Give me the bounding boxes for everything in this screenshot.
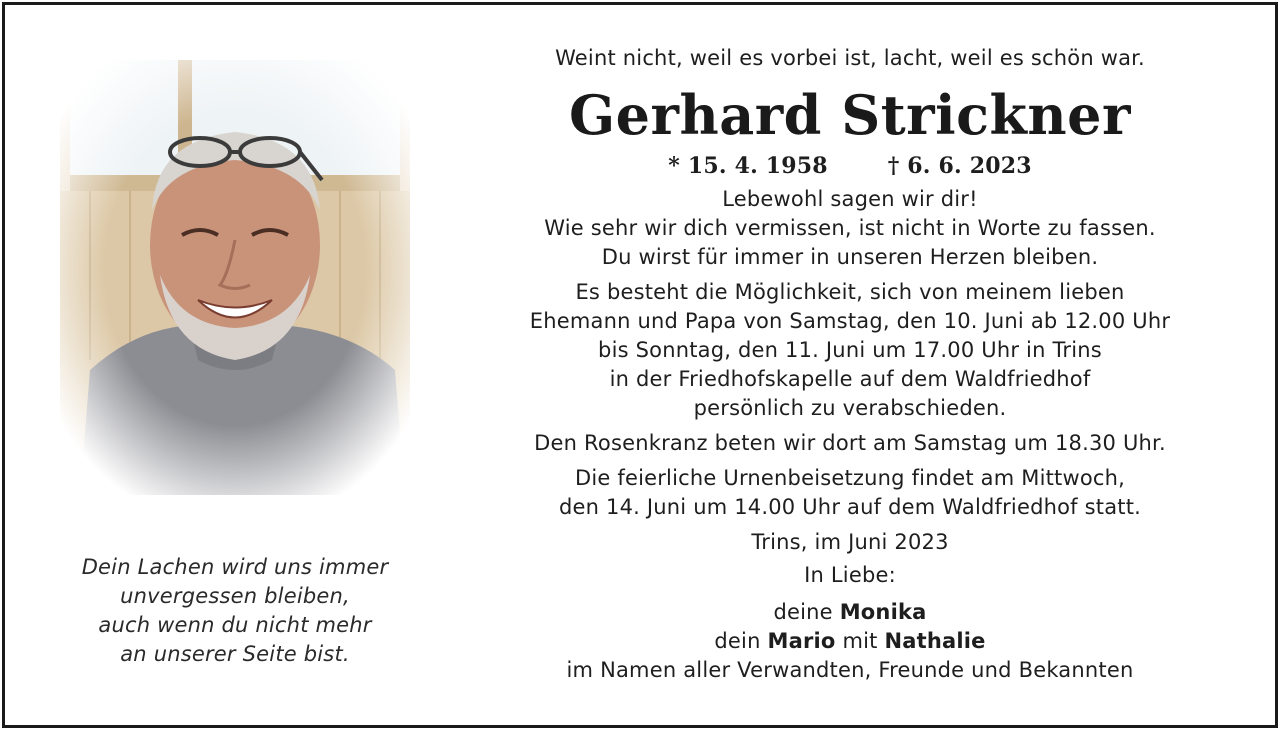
portrait-illustration [60, 60, 410, 495]
viewing-line: persönlich zu verabschieden. [693, 396, 1007, 420]
mourner-prefix: deine [773, 600, 833, 624]
farewell-line: Du wirst für immer in unseren Herzen bleiben. [601, 245, 1099, 269]
life-dates [445, 151, 1255, 181]
motto: Weint nicht, weil es vorbei ist, lacht, weil es schön war. [555, 46, 1145, 70]
birth-date: * 15. 4. 1958 [668, 153, 828, 179]
place-date: Trins, im Juni 2023 [751, 530, 949, 554]
mourner-joiner: mit [842, 629, 878, 653]
quote-line: unvergessen bleiben, [120, 584, 350, 608]
mourner-name: Monika [839, 600, 927, 624]
farewell-line: Lebewohl sagen wir dir! [722, 187, 978, 211]
farewell-line: Wie sehr wir dich vermissen, ist nicht in Worte zu fassen. [544, 216, 1156, 240]
burial-line: den 14. Juni um 14.00 Uhr auf dem Waldfriedhof statt. [558, 495, 1142, 519]
quote-line: Dein Lachen wird uns immer [81, 555, 389, 579]
deceased-name: Gerhard Strickner [569, 83, 1131, 147]
notice-text [445, 43, 1255, 685]
death-date: † 6. 6. 2023 [887, 153, 1032, 179]
mourner-line: im Namen aller Verwandten, Freunde und Bekannten [566, 658, 1134, 682]
mourners-block [445, 598, 1255, 685]
burial-line: Die feierliche Urnenbeisetzung findet am Mittwoch, [574, 466, 1126, 490]
rosary-info: Den Rosenkranz beten wir dort am Samstag um 18.30 Uhr. [534, 431, 1166, 455]
mourner-line [445, 598, 1255, 627]
farewell-block [445, 185, 1255, 272]
burial-block [445, 464, 1255, 522]
in-love-label: In Liebe: [804, 563, 896, 587]
quote-line: auch wenn du nicht mehr [98, 613, 372, 637]
viewing-line: in der Friedhofskapelle auf dem Waldfriedhof [609, 367, 1091, 391]
mourner-prefix: dein [714, 629, 761, 653]
obituary-notice [2, 2, 1278, 728]
viewing-block [445, 278, 1255, 423]
viewing-line: Ehemann und Papa von Samstag, den 10. Juni ab 12.00 Uhr [529, 309, 1171, 333]
portrait-photo [60, 60, 410, 495]
mourner-name: Mario [767, 629, 836, 653]
mourner-name: Nathalie [884, 629, 986, 653]
viewing-line: Es besteht die Möglichkeit, sich von meinem lieben [575, 280, 1125, 304]
mourner-line [445, 627, 1255, 656]
memorial-quote [45, 553, 425, 669]
quote-line: an unserer Seite bist. [120, 642, 350, 666]
viewing-line: bis Sonntag, den 11. Juni um 17.00 Uhr in Trins [598, 338, 1102, 362]
